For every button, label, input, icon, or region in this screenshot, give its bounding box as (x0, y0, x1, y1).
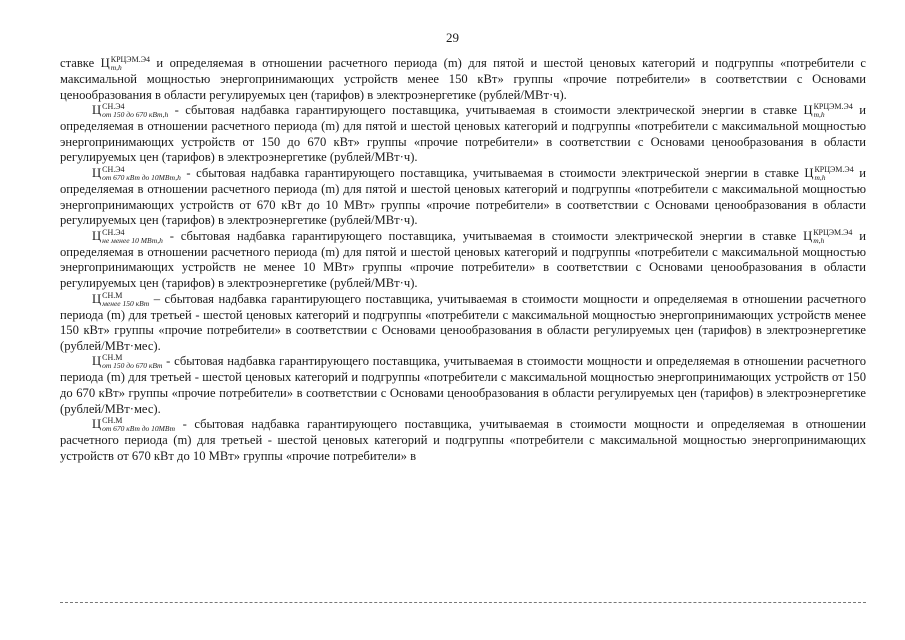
paragraph-text-after: и определяемая в отношении расчетного периода (m) для пятой и шестой ценовых категорий и подгруппы «потребители с максимальной мощностью энергопринимающих устройств не менее 10 МВт» группы «прочие потребители» в соответствии с Основами ценообразования в области регулируемых цен (тарифов) в электроэнергетике (рублей/МВт·ч). (60, 228, 866, 290)
symbol-superscript: КРЦЭМ.Э4 (813, 102, 853, 112)
paragraph-text-after: и определяемая в отношении расчетного периода (m) для пятой и шестой ценовых категорий и подгруппы «потребители с максимальной мощностью энергопринимающих устройств от 150 до 670 кВт» группы «прочие потребители» в соответствии с Основами ценообразования в области регулируемых цен (тарифов) в электроэнергетике (рублей/МВт·ч). (60, 103, 867, 165)
paragraph-text-after: и определяемая в отношении расчетного периода (m) для пятой и шестой ценовых категорий и подгруппы «потребители с максимальной мощностью энергопринимающих устройств менее 150 кВт» группы «прочие потребители» в соответствии с Основами ценообразования в области регулируемых цен (тарифов) в электроэнергетике (рублей/МВт·ч). (60, 56, 867, 102)
symbol-letter: Ц (92, 354, 102, 369)
symbol-subscript: от 150 до 670 кВт (102, 361, 163, 371)
symbol-subscript: от 150 до 670 кВт,h (102, 110, 169, 120)
symbol-letter: Ц (92, 417, 102, 432)
symbol-subscript: не менее 10 МВт,h (102, 235, 163, 245)
symbol-subscript: m,h (110, 63, 122, 72)
symbol-subscript: от 670 кВт до 10МВт,h (102, 172, 181, 182)
rate-symbol (803, 102, 853, 120)
markup-symbol (92, 166, 181, 180)
rate-symbol (804, 166, 853, 180)
rate-symbol (803, 229, 852, 243)
paragraph-6 (60, 354, 866, 417)
page-number: 29 (446, 30, 459, 45)
symbol-subscript: m,h (813, 110, 825, 120)
symbol-superscript: СН.М (102, 416, 123, 426)
rate-symbol (101, 56, 150, 70)
symbol-superscript: СН.Э4 (102, 164, 125, 174)
markup-symbol (92, 229, 163, 243)
paragraph-3 (60, 166, 866, 229)
symbol-letter: Ц (804, 165, 814, 180)
paragraph-7 (60, 417, 866, 464)
paragraph-text-before: ставке (60, 56, 95, 70)
paragraph-text-before: - сбытовая надбавка гарантирующего поставщика, учитываемая в стоимости электрической энергии в ставке (174, 103, 798, 118)
symbol-subscript: m,h (814, 172, 826, 182)
symbol-letter: Ц (92, 228, 102, 243)
symbol-superscript: КРЦЭМ.Э4 (813, 227, 853, 237)
symbol-superscript: СН.Э4 (102, 227, 125, 237)
paragraph-text-before: – сбытовая надбавка гарантирующего поставщика, учитываемая в стоимости мощности и определяемая в отношении расчетного периода (m) для третьей - шестой ценовых категорий и подгруппы «потребители с максимальной мощностью энергопринимающих устройств менее 150 кВт» группы «прочие потребители» в соответствии с Основами ценообразования в области регулируемых цен (тарифов) в электроэнергетике (рублей/МВт·мес). (60, 291, 866, 353)
paragraph-text-before: - сбытовая надбавка гарантирующего поставщика, учитываемая в стоимости электрической энергии в ставке (186, 165, 799, 180)
symbol-superscript: КРЦЭМ.Э4 (110, 55, 150, 64)
symbol-subscript: менее 150 кВт (102, 298, 150, 308)
paragraph-2 (60, 103, 866, 166)
symbol-superscript: СН.М (102, 353, 123, 363)
paragraph-text-before: - сбытовая надбавка гарантирующего поставщика, учитываемая в стоимости мощности и определяемая в отношении расчетного периода (m) для третьей - шестой ценовых категорий и подгруппы «потребители с максимальной мощностью энергопринимающих устройств от 670 кВт до 10 МВт» группы «прочие потребители» в (60, 417, 866, 463)
symbol-superscript: СН.Э4 (102, 102, 125, 112)
symbol-subscript: от 670 кВт до 10МВт (102, 424, 176, 434)
paragraph-text-after: и определяемая в отношении расчетного периода (m) для пятой и шестой ценовых категорий и подгруппы «потребители с максимальной мощностью энергопринимающих устройств от 670 кВт до 10 МВт» группы «прочие потребители» в соответствии с Основами ценообразования в области регулируемых цен (тарифов) в электроэнергетике (рублей/МВт·ч). (60, 165, 866, 228)
markup-symbol (92, 292, 149, 306)
paragraph-5 (60, 292, 866, 355)
footer-divider (60, 602, 866, 603)
paragraph-text-before: - сбытовая надбавка гарантирующего поставщика, учитываемая в стоимости электрической энергии в ставке (169, 228, 797, 243)
paragraph-text-before: - сбытовая надбавка гарантирующего поставщика, учитываемая в стоимости мощности и определяемая в отношении расчетного периода (m) для третьей - шестой ценовых категорий и подгруппы «потребители с максимальной мощностью энергопринимающих устройств от 150 до 670 кВт» группы «прочие потребители» в соответствии с Основами ценообразования в области регулируемых цен (тарифов) в электроэнергетике (рублей/МВт·мес). (60, 354, 866, 416)
symbol-letter: Ц (803, 103, 813, 118)
symbol-letter: Ц (100, 56, 110, 70)
symbol-superscript: СН.М (102, 290, 123, 300)
symbol-letter: Ц (803, 228, 813, 243)
document-body (60, 56, 866, 464)
symbol-subscript: m,h (813, 235, 825, 245)
symbol-letter: Ц (92, 291, 102, 306)
symbol-letter: Ц (92, 103, 102, 118)
paragraph-1 (60, 56, 866, 103)
markup-symbol (92, 102, 169, 120)
markup-symbol (92, 416, 176, 434)
paragraph-4 (60, 229, 866, 292)
symbol-superscript: КРЦЭМ.Э4 (814, 164, 854, 174)
markup-symbol (92, 353, 163, 371)
symbol-letter: Ц (92, 165, 102, 180)
